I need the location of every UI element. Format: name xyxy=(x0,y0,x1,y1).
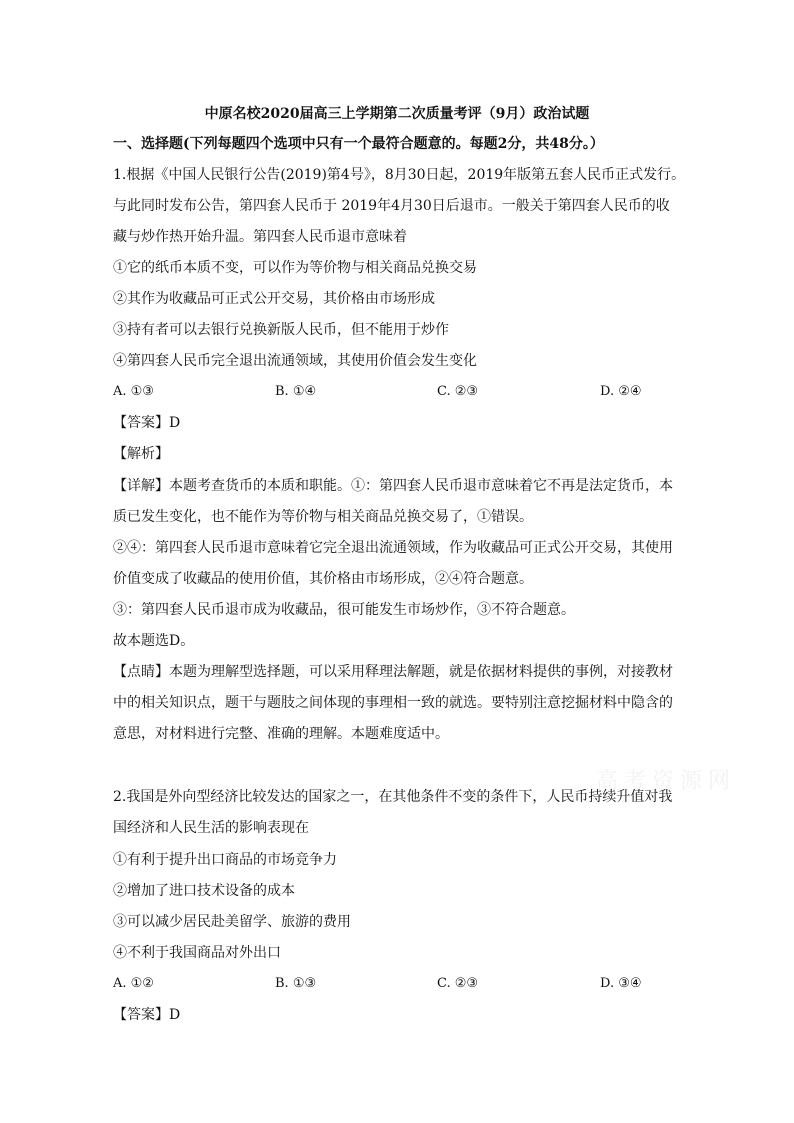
q1-comment-line: 【点睛】本题为理解型选择题，可以采用释理法解题，就是依据材料提供的事例，对接教材 xyxy=(113,664,673,680)
q1-detail-line: 【详解】本题考查货币的本质和职能。①：第四套人民币退市意味着它不再是法定货币，本 xyxy=(113,478,673,494)
q2-option-b: B. ①③ xyxy=(275,976,317,991)
q1-detail-line: ②④：第四套人民币退市意味着它完全退出流通领域，作为收藏品可正式公开交易，其使用 xyxy=(113,540,673,556)
q2-item: ③可以减少居民赴美留学、旅游的费用 xyxy=(113,914,351,930)
q2-options xyxy=(113,974,673,994)
q2-item: ④不利于我国商品对外出口 xyxy=(113,945,281,961)
q2-option-a: A. ①② xyxy=(113,976,154,991)
q1-stem-line: 1.根据《中国人民银行公告(2019)第4号》，8月30日起，2019年版第五套人民币正式发行。 xyxy=(113,167,686,183)
q1-options xyxy=(113,382,673,402)
q2-answer: 【答案】D xyxy=(113,1007,181,1023)
q1-detail-line: 价值变成了收藏品的使用价值，其价格由市场形成，②④符合题意。 xyxy=(113,571,533,587)
q1-item: ①它的纸币本质不变，可以作为等价物与相关商品兑换交易 xyxy=(113,260,477,276)
q1-answer: 【答案】D xyxy=(113,415,181,431)
q2-option-c: C. ②③ xyxy=(437,976,479,991)
q1-option-d: D. ②④ xyxy=(600,384,642,399)
q1-option-c: C. ②③ xyxy=(437,384,479,399)
q2-stem-line: 2.我国是外向型经济比较发达的国家之一，在其他条件不变的条件下，人民币持续升值对我 xyxy=(113,789,673,805)
q1-detail-line: 故本题选D。 xyxy=(113,633,195,649)
q1-item: ③持有者可以去银行兑换新版人民币，但不能用于炒作 xyxy=(113,322,449,338)
section-heading: 一、选择题(下列每题四个选项中只有一个最符合题意的。每题2分，共48分。） xyxy=(113,136,604,152)
q1-option-a: A. ①③ xyxy=(113,384,154,399)
q2-stem-line: 国经济和人民生活的影响表现在 xyxy=(113,820,309,836)
q1-comment-line: 意思，对材料进行完整、准确的理解。本题难度适中。 xyxy=(113,726,449,742)
q2-item: ①有利于提升出口商品的市场竞争力 xyxy=(113,852,337,868)
q1-detail-line: ③：第四套人民币退市成为收藏品，很可能发生市场炒作，③不符合题意。 xyxy=(113,602,575,618)
q2-item: ②增加了进口技术设备的成本 xyxy=(113,883,295,899)
q2-option-d: D. ③④ xyxy=(600,976,642,991)
q1-option-b: B. ①④ xyxy=(275,384,317,399)
q1-detail-line: 质已发生变化，也不能作为等价物与相关商品兑换交易了，①错误。 xyxy=(113,509,533,525)
q1-stem-line: 藏与炒作热开始升温。第四套人民币退市意味着 xyxy=(113,229,407,245)
page-title: 中原名校2020届高三上学期第二次质量考评（9月）政治试题 xyxy=(204,106,590,122)
q1-item: ④第四套人民币完全退出流通领域，其使用价值会发生变化 xyxy=(113,353,477,369)
watermark: 高考资源网 xyxy=(596,769,737,794)
q1-stem-line: 与此同时发布公告，第四套人民币于 2019年4月30日后退市。一般关于第四套人民币的收 xyxy=(113,198,670,214)
q1-item: ②其作为收藏品可正式公开交易，其价格由市场形成 xyxy=(113,291,435,307)
q1-analysis-label: 【解析】 xyxy=(113,446,169,462)
q1-comment-line: 中的相关知识点，题干与题肢之间体现的事理相一致的就选。要特别注意挖掘材料中隐含的 xyxy=(113,695,673,711)
